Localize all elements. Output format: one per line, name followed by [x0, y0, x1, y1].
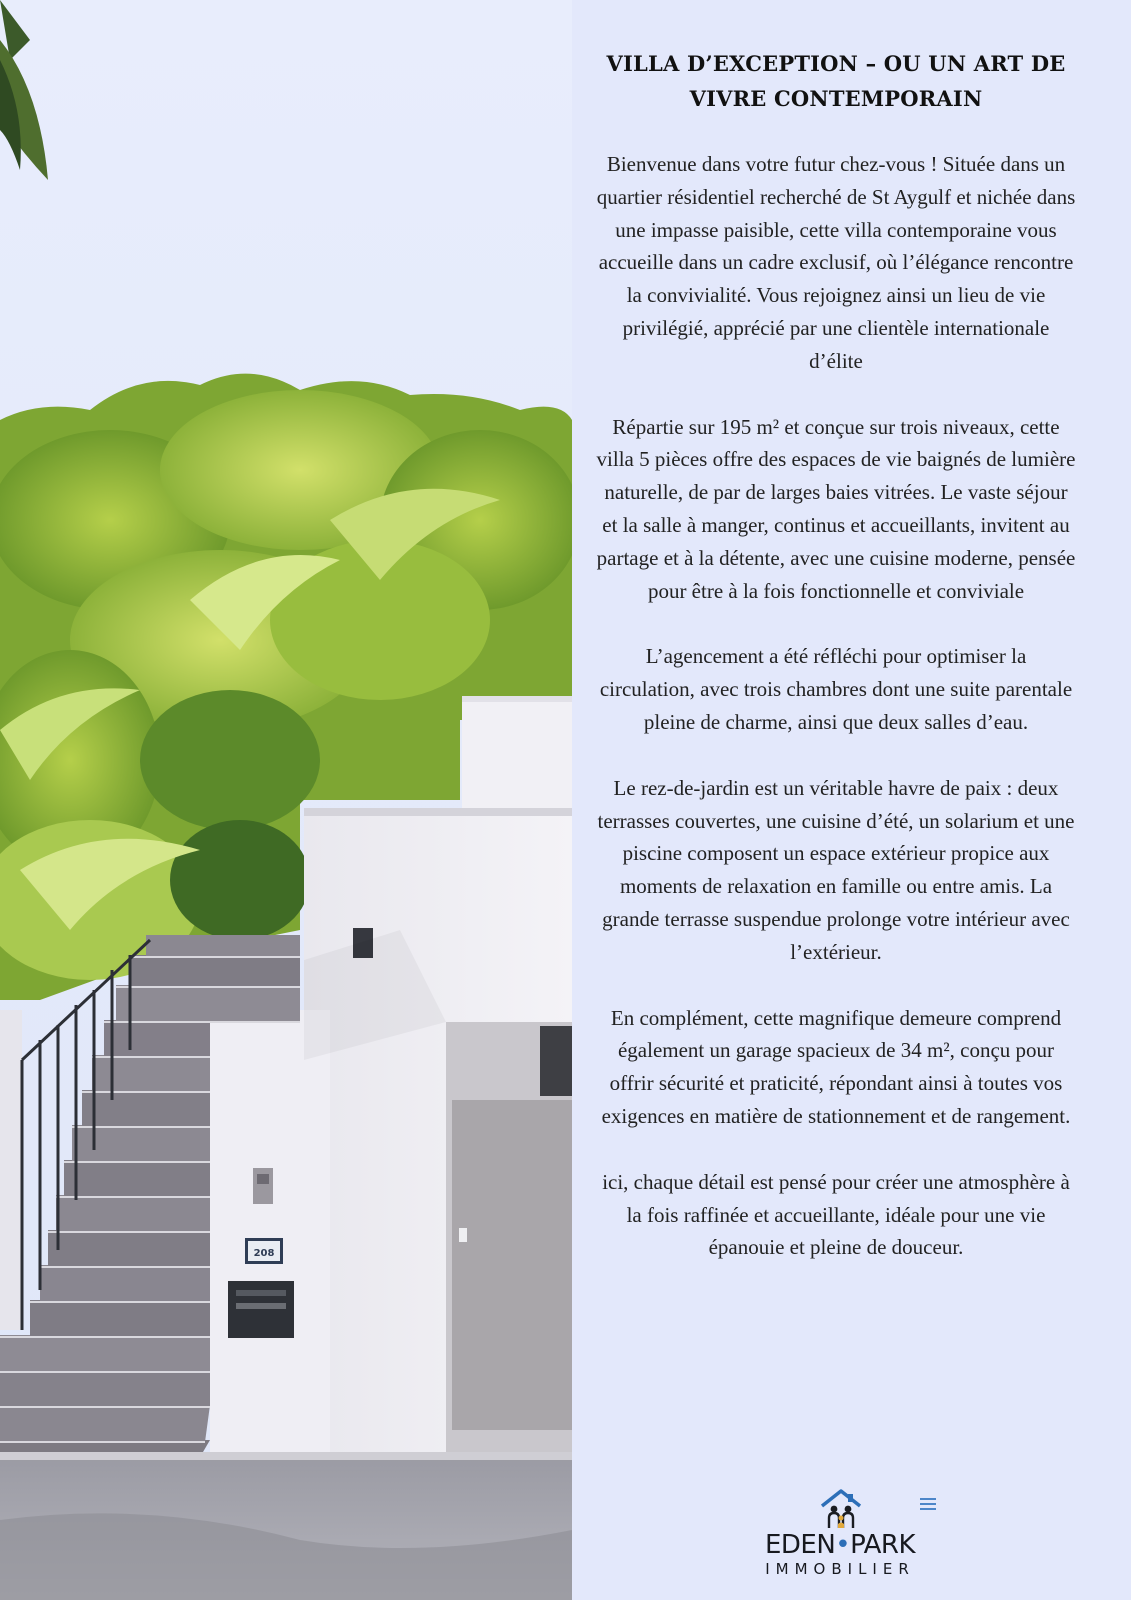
- paragraph-garage: En complément, cette magnifique demeure comprend également un garage spacieux de 34 m², conçu pour offrir sécurité et praticité, répondant ainsi à toutes vos exigences en matière de stationnement et de rangement.: [601, 1005, 1071, 1128]
- logo-brand-left: EDEN: [764, 1530, 836, 1560]
- paragraph-garden: Le rez-de-jardin est un véritable havre de paix : deux terrasses couvertes, une cuisine d’été, un solarium et une piscine composent un espace extérieur propice aux moments de relaxation en famille ou entre amis. La grande terrasse suspendue prolonge votre intérieur avec l’extérieur.: [597, 775, 1075, 964]
- paragraph-intro: Bienvenue dans votre futur chez-vous ! Située dans un quartier résidentiel recherché de St Aygulf et nichée dans une impasse paisible, cette villa contemporaine vous accueille dans un cadre exclusif, où l’élégance rencontre la convivialité. Vous rejoignez ainsi un lieu de vie privilégié, apprécié par une clientèle internationale d’élite: [596, 152, 1076, 373]
- logo-brand: [740, 1531, 940, 1559]
- logo-subtitle: IMMOBILIER: [765, 1560, 915, 1578]
- house-family-icon: [819, 1488, 863, 1530]
- paragraph-conclusion: ici, chaque détail est pensé pour créer une atmosphère à la fois raffinée et accueillante, idéale pour une vie épanouie et pleine de douceur.: [602, 1169, 1070, 1260]
- page-title: VILLA D’EXCEPTION – OU UN ART DE VIVRE CONTEMPORAIN: [606, 51, 1066, 111]
- paragraph-layout: L’agencement a été réfléchi pour optimiser la circulation, avec trois chambres dont une suite parentale pleine de charme, ainsi que deux salles d’eau.: [599, 644, 1073, 734]
- menu-icon: [920, 1498, 936, 1510]
- logo-brand-right: PARK: [850, 1530, 916, 1560]
- paragraph-living-spaces: Répartie sur 195 m² et conçue sur trois niveaux, cette villa 5 pièces offre des espaces de vie baignés de lumière naturelle, de par de larges baies vitrées. Le vaste séjour et la salle à manger, continus et accueillants, invitent au partage et à la détente, avec une cuisine moderne, pensée pour être à la fois fonctionnelle et conviviale: [596, 414, 1076, 603]
- house-number: 208: [253, 1248, 275, 1259]
- logo-brand-dot: •: [835, 1530, 851, 1560]
- eden-park-logo: [740, 1488, 940, 1578]
- description-column: [596, 46, 1076, 1297]
